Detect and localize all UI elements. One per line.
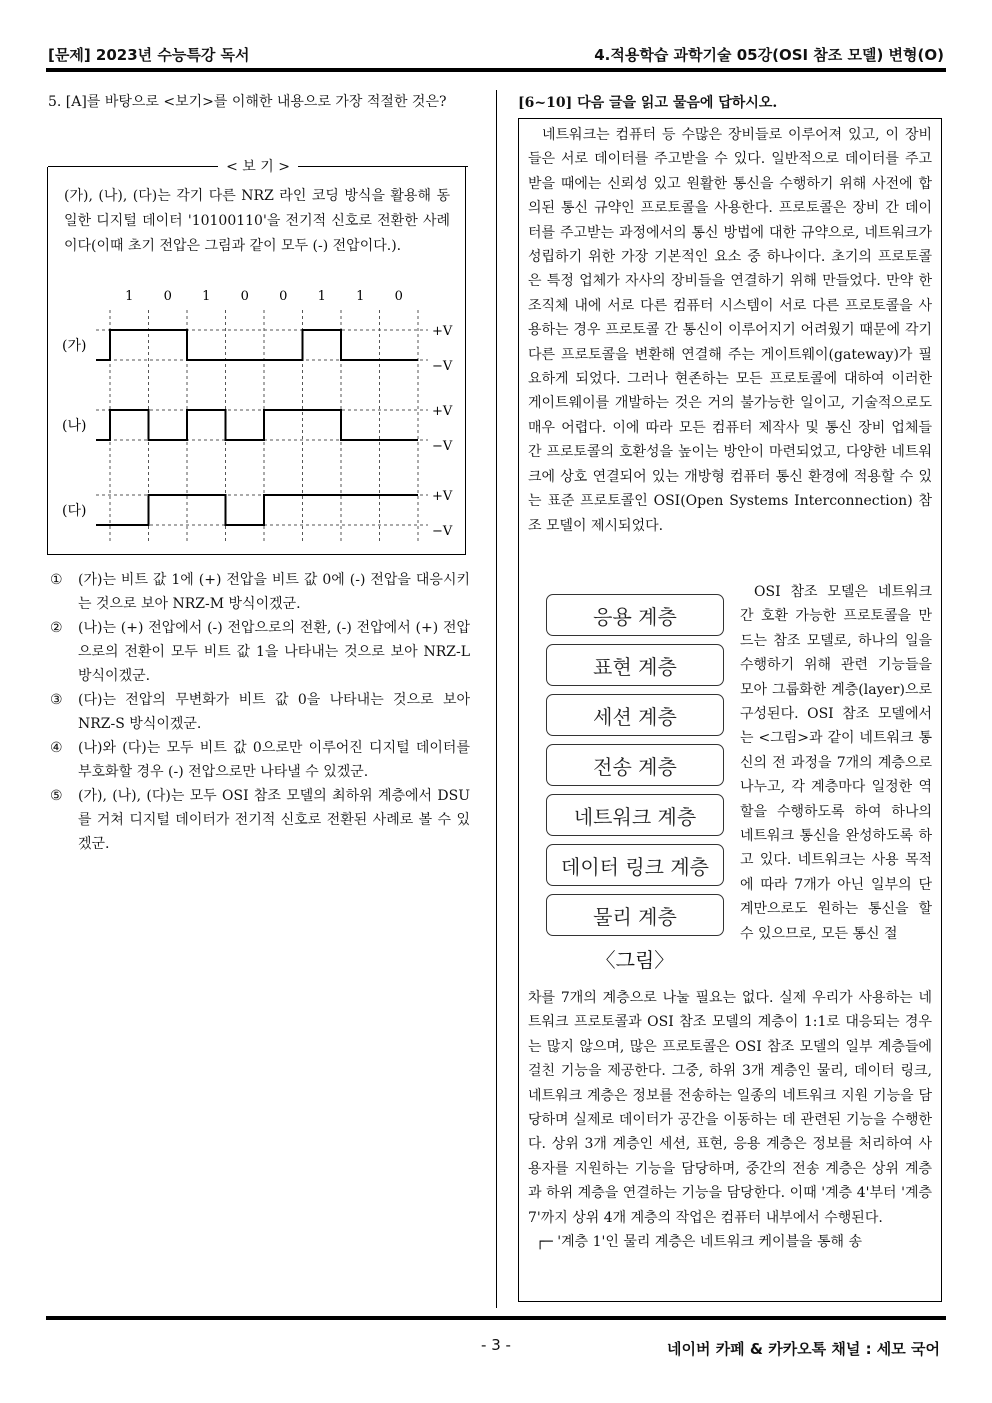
answer-options [50, 568, 470, 856]
option-text: (다)는 전압의 무변화가 비트 값 0을 나타내는 것으로 보아 NRZ-S 방식이겠군. [78, 692, 470, 732]
top-rule [46, 68, 946, 72]
layer-presentation: 표현 계층 [546, 644, 724, 686]
header-left: [문제] 2023년 수능특강 독서 [48, 46, 250, 64]
plus-v-label: +V [432, 489, 453, 504]
bit-label: 1 [317, 289, 326, 304]
layer-transport: 전송 계층 [546, 744, 724, 786]
bogi-title: < 보 기 > [48, 156, 468, 176]
layer-session: 세션 계층 [546, 694, 724, 736]
figure-caption: 〈그림〉 [595, 948, 675, 972]
option-text: (나)는 (+) 전압에서 (-) 전압으로의 전환, (-) 전압에서 (+) 전압으로의 전환이 모두 비트 값 1을 나타내는 것으로 보아 NRZ-L 방식이겠군. [78, 620, 470, 684]
nrz-waveform-figure [48, 280, 468, 550]
passage-heading: [6~10] 다음 글을 읽고 물음에 답하시오. [518, 95, 778, 111]
question-5-stem: 5. [A]를 바탕으로 <보기>를 이해한 내용으로 가장 적절한 것은? [48, 94, 447, 110]
bit-label: 0 [394, 289, 403, 304]
bit-label: 0 [240, 289, 249, 304]
osi-layer-figure [546, 594, 724, 973]
bit-label: 0 [279, 289, 288, 304]
option-number: ④ [50, 740, 63, 756]
passage-paragraph-2: OSI 참조 모델은 네트워크 간 호환 가능한 프로토콜을 만드는 참조 모델로, 하나의 일을 수행하기 위해 관련 기능들을 모아 그룹화한 계층(layer)으로 구성된다. OSI 참조 모델에서는 <그림>과 같이 네트워크 통신의 전 과정을 7개의 계층으로 나누고, 각 계층마다 일정한 역할을 수행하도록 하여 하나의 네트워크 통신을 완성하도록 하고 있다. 네트워크는 사용 목적에 따라 7개가 아닌 일부의 단계만으로도 원하는 통신을 할 수 있으므로, 모든 통신 절 [740, 584, 932, 942]
layer-application: 응용 계층 [546, 594, 724, 636]
plus-v-label: +V [432, 404, 453, 419]
bit-label: 1 [125, 289, 134, 304]
bit-label: 0 [163, 289, 172, 304]
page-number: - 3 - [481, 1336, 511, 1354]
signal-waveform [96, 495, 418, 525]
passage-paragraph-2-continued [528, 986, 932, 1254]
bottom-rule [46, 1316, 946, 1320]
option-2[interactable] [50, 616, 470, 688]
signal-waveform [96, 410, 418, 440]
signal-waveform [96, 330, 418, 360]
passage-paragraph-2-rest: 차를 7개의 계층으로 나눌 필요는 없다. 실제 우리가 사용하는 네트워크 프로토콜과 OSI 참조 모델의 계층이 1:1로 대응되는 경우는 많지 않으며, 많은 프로토콜은 OSI 참조 모델의 일부 계층들에 걸친 기능을 제공한다. 그중, 하위 3개 계층인 물리, 데이터 링크, 네트워크 계층은 정보를 전송하는 일종의 네트워크 지원 기능을 담당하며 실제로 데이터가 공간을 이동하는 데 관련된 기능을 수행한다. 상위 3개 계층인 세션, 표현, 응용 계층은 정보를 처리하여 사용자를 지원하는 기능을 담당하며, 중간의 전송 계층은 상위 계층과 하위 계층을 연결하는 기능을 담당한다. 이때 '계층 4'부터 '계층 7'까지 상위 4개 계층의 작업은 컴퓨터 내부에서 수행된다. [528, 990, 932, 1226]
minus-v-label: −V [432, 524, 453, 539]
signal-label: (가) [62, 338, 87, 354]
passage-paragraph-1: 네트워크는 컴퓨터 등 수많은 장비들로 이루어져 있고, 이 장비들은 서로 데이터를 주고받을 수 있다. 일반적으로 데이터를 주고받을 때에는 신뢰성 있고 원활한 통신을 수행하기 위해 사전에 합의된 통신 규약인 프로토콜을 사용한다. 프로토콜은 장비 간 데이터를 주고받는 과정에서의 통신 방법에 대한 규약으로, 네트워크가 성립하기 위한 가장 기본적인 요소 중 하나이다. 초기의 프로토콜은 특정 업체가 자사의 장비들을 연결하기 위해 만들었다. 만약 한 조직체 내에 서로 다른 컴퓨터 시스템이 서로 다른 프로토콜을 사용하는 경우 프로토콜 간 통신이 이루어지기 어려웠기 때문에 각기 다른 프로토콜을 변환해 연결해 주는 게이트웨이(gateway)가 필요하게 되었다. 그러나 현존하는 모든 프로토콜에 대하여 이러한 게이트웨이를 개발하는 것은 거의 불가능한 일이고, 기술적으로도 매우 어렵다. 이에 따라 모든 컴퓨터 제작사 및 통신 장비 업체들 간 프로토콜의 호환성을 높이는 방안이 마련되었고, 다양한 네트워크에 상호 연결되어 있는 개방형 컴퓨터 통신 환경에 적용할 수 있는 표준 프로토콜인 OSI(Open Systems Interconnection) 참조 모델이 제시되었다. [528, 127, 932, 534]
option-number: ② [50, 620, 63, 636]
option-5[interactable] [50, 784, 470, 856]
passage-last-line: ┌─ '계층 1'인 물리 계층은 네트워크 케이블을 통해 송 [536, 1234, 863, 1251]
option-number: ⑤ [50, 788, 63, 804]
option-text: (나)와 (다)는 모두 비트 값 0으로만 이루어진 디지털 데이터를 부호화할 경우 (-) 전압으로만 나타낼 수 있겠군. [78, 740, 470, 780]
layer-data-link: 데이터 링크 계층 [546, 844, 724, 886]
bogi-text: (가), (나), (다)는 각기 다른 NRZ 라인 코딩 방식을 활용해 동일한 디지털 데이터 '10100110'을 전기적 신호로 전환한 사례이다(이때 초기 전압은 그림과 같이 모두 (-) 전압이다.). [64, 188, 450, 254]
option-text: (가)는 비트 값 1에 (+) 전압을 비트 값 0에 (-) 전압을 대응시키는 것으로 보아 NRZ-M 방식이겠군. [78, 572, 470, 612]
header-right: 4.적용학습 과학기술 05강(OSI 참조 모델) 변형(O) [594, 46, 944, 64]
layer-network: 네트워크 계층 [546, 794, 724, 836]
option-number: ③ [50, 692, 63, 708]
minus-v-label: −V [432, 359, 453, 374]
minus-v-label: −V [432, 439, 453, 454]
signal-label: (다) [62, 503, 87, 519]
bit-label: 1 [356, 289, 365, 304]
option-text: (가), (나), (다)는 모두 OSI 참조 모델의 최하위 계층에서 DSU를 거쳐 디지털 데이터가 전기적 신호로 전환된 사례로 볼 수 있겠군. [78, 788, 470, 852]
column-divider [496, 90, 497, 1308]
bit-label: 1 [202, 289, 211, 304]
signal-label: (나) [62, 418, 87, 434]
layer-physical: 물리 계층 [546, 894, 724, 936]
option-1[interactable] [50, 568, 470, 616]
option-3[interactable] [50, 688, 470, 736]
footer-right: 네이버 카페 & 카카오톡 채널 : 세모 국어 [667, 1340, 940, 1358]
option-number: ① [50, 572, 63, 588]
plus-v-label: +V [432, 324, 453, 339]
option-4[interactable] [50, 736, 470, 784]
